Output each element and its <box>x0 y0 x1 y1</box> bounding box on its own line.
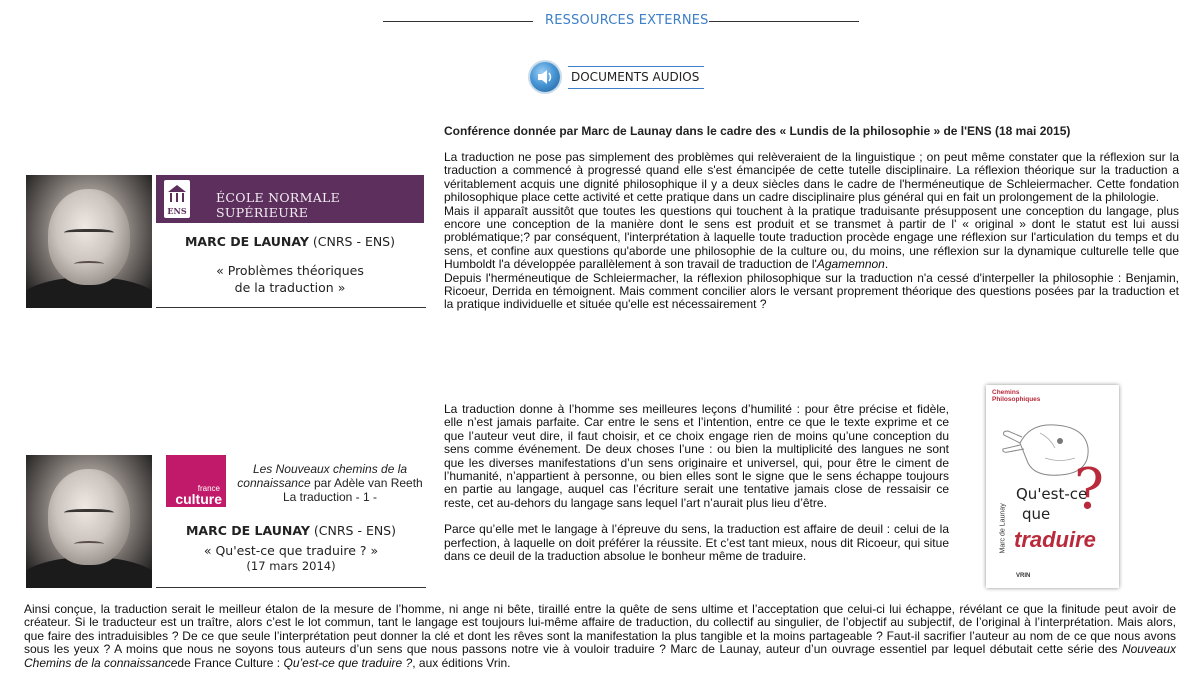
item1-paragraph-2: Mais il apparaît aussitôt que toutes les questions qui touchent à la pratique traduisante présupposent une conception du langage, plus encore une conception de la manière dont le sens est produit et se transmet à partir de l' « original » dont le statut est lui aussi problématique;? par conséquent, l'interprétation à laquelle toute traduction procède engage une réflexion sur l'articulation du temps et du sens, et confine aux questions qu'aborde une philosophie de la culture ou, du moins, une réflexion sur la dynamique culturelle telle que Humboldt l'a développée parallèlement à son travail de traduction de l'Agamemnon. <box>444 203 1179 272</box>
book-series: Chemins Philosophiques <box>992 389 1041 403</box>
ens-logo: ENS <box>164 180 190 218</box>
item1-text-block <box>444 124 1179 312</box>
header-rule-right <box>709 21 859 22</box>
item1-speaker-name: MARC DE LAUNAY <box>184 234 309 249</box>
item2-text-block <box>444 403 949 563</box>
item2-paragraph-2: Parce qu’elle met le langage à l’épreuve du sens, la traduction est affaire de deuil : celui de la perfection, à laquelle on doit préférer la réussite. Et c’est tant mieux, nous dit Ricoeur, qui situe dans ce deuil de la traduction absolue le bonheur même de traduire. <box>444 522 949 564</box>
ens-banner-text: ÉCOLE NORMALE SUPÉRIEURE <box>216 190 341 220</box>
subtitle-rule-bottom <box>568 88 704 89</box>
show-name: Les Nouveaux chemins de la connaissance <box>237 462 408 490</box>
item2-show-info: Les Nouveaux chemins de la connaissance par Adèle van Reeth La traduction - 1 - <box>232 462 428 504</box>
item1-caption-rule <box>156 307 426 308</box>
item1-paragraph-3: Depuis l'herméneutique de Schleiermacher, la réflexion philosophique sur la traduction n'a cessé d'interpeller la philosophie : Benjamin, Ricoeur, Derrida en témoignent. Mais comment concilier alors le versant proprement théorique des questions posées par la traduction et la pratique individuelle et située qu'elle est nécessairement ? <box>444 270 1179 312</box>
item2-caption <box>156 523 426 573</box>
item1-talk-title-line2: de la traduction » <box>234 280 346 295</box>
item1-caption <box>156 234 424 295</box>
item2-talk-title: « Qu'est-ce que traduire ? » <box>203 543 379 558</box>
item2-date: (17 mars 2014) <box>246 559 336 573</box>
book-cover[interactable] <box>986 385 1119 588</box>
subtitle-rule-top <box>568 66 704 67</box>
item1-heading: Conférence donnée par Marc de Launay dans le cadre des « Lundis de la philosophie » de l'ENS (18 mai 2015) <box>444 124 1071 138</box>
item2-paragraph-3: Ainsi conçue, la traduction serait le meilleur étalon de la mesure de l’homme, ni ange ni bête, tiraillé entre la quête de sens ultime et l’acceptation que celui-ci lui échappe, révélant ce que la finitude peut avoir de créateur. Si le traducteur est un traître, alors c’est le lot commun, tant le langage est toujours lui-même affaire de traduction, du collectif au singulier, de l’objectif au subjectif, de l’original à l’interprétation. Mais alors, que faire des intraduisibles ? De ce que seule l’interprétation peut donner la clé et dont les rêves sont la manifestation la plus tangible et la moins partageable ? Faut-il sacrifier l’auteur au nom de ce que nous avons sous les yeux ? A moins que nous ne soyons tous auteurs d’un sens que nous passons notre vie à vouloir traduire ? Marc de Launay, auteur d’un ouvrage essentiel par lequel débutait cette série des Nouveaux Chemins de la connaissancede France Culture : Qu’est-ce que traduire ?, aux éditions Vrin. <box>24 602 1176 670</box>
header-rule-left <box>383 21 533 22</box>
item2-speaker-name: MARC DE LAUNAY <box>185 523 310 538</box>
item1-talk-title-line1: « Problèmes théoriques <box>216 263 364 278</box>
book-title-2: que <box>1022 505 1051 523</box>
speaker-portrait <box>26 175 152 308</box>
book-title-3: traduire <box>1014 527 1096 552</box>
item2-speaker-affil: (CNRS - ENS) <box>313 523 396 538</box>
audio-documents-title: DOCUMENTS AUDIOS <box>571 70 700 84</box>
speaker-icon <box>530 62 560 92</box>
episode-title: La traduction - 1 - <box>282 490 378 504</box>
item2-caption-rule <box>156 587 426 588</box>
item1-paragraph-1: La traduction ne pose pas simplement des problèmes qui relèveraient de la linguistique ; on peut même constater que la réflexion sur la traduction a commencé à progressé quand elle s'est émancipée de cette tutelle disciplinaire. La réflexion théorique sur la traduction a véritablement acquis une dignité philosophique il y a deux siècles dans le cadre de l'herméneutique de Schleiermacher. Cette fondation philosophique place cette activité et cette pratique dans un cadre disciplinaire plus général qui en fait un prolongement de la philologie. <box>444 150 1179 205</box>
book-publisher: VRIN <box>1016 573 1031 579</box>
france-culture-logo[interactable]: france culture <box>166 455 226 507</box>
book-author: Marc de Launay <box>999 503 1007 554</box>
item1-speaker-affil: (CNRS - ENS) <box>312 234 395 249</box>
speaker-portrait-2 <box>26 455 152 588</box>
section-title: RESSOURCES EXTERNES <box>545 13 709 28</box>
ens-banner[interactable] <box>156 175 424 223</box>
book-title-1: Qu'est-ce <box>1016 485 1088 503</box>
item2-paragraph-1: La traduction donne à l’homme ses meilleures leçons d’humilité : pour être précise et fidèle, elle n’est jamais parfaite. Car entre le sens et l’intention, entre ce que le texte exprime et ce que l’auteur veut dire, il faut choisir, et ce choix engage rien de moins qu’une conception du sens comme événement. De deux choses l’une : ou bien la multiplicité des langues ne sont que les diverses manifestations d’un sens originaire et universel, qui, pour être le ciment de l’humanité, n’appartient à personne, ou bien elles sont le signe que le sens échappe toujours en partie au langage, auquel cas l’écriture serait une tentative jamais close de ressaisir ce reste, cet au-dehors du langage sans lequel l’art n’aurait plus lieu d’être. <box>444 402 949 510</box>
book-question-mark: ? <box>1074 457 1105 522</box>
